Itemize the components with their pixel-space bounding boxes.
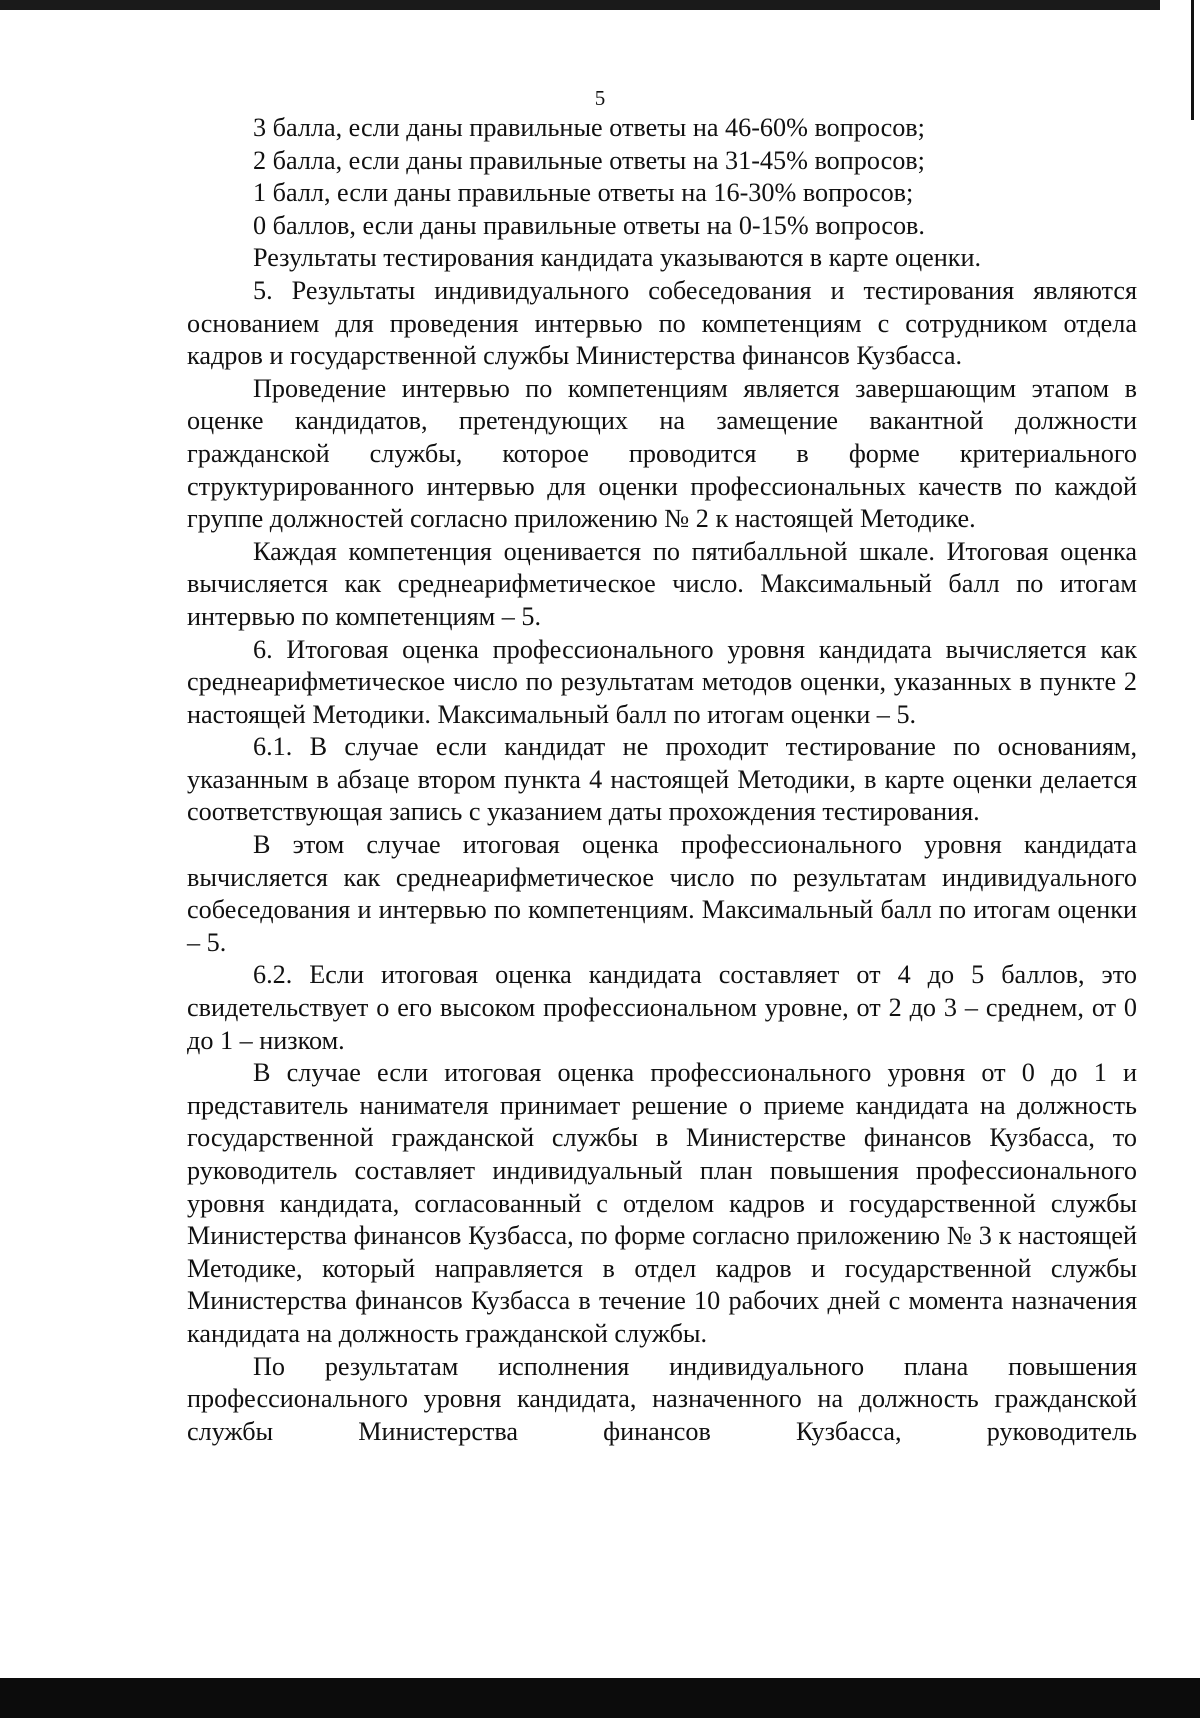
paragraph: 6. Итоговая оценка профессионального уровня кандидата вычисляется как среднеарифметическое число по результатам методов оценки, указанных в пункте 2 настоящей Методики. Максимальный балл по итогам оценки – 5. [187, 634, 1137, 729]
paragraph: В случае если итоговая оценка профессионального уровня от 0 до 1 и представитель нанимателя принимает решение о приеме кандидата на должность государственной гражданской службы в Министерстве финансов Кузбасса, то руководитель составляет индивидуальный план повышения профессионального уровня кандидата, согласованный с отделом кадров и государственной службы Министерства финансов Кузбасса, по форме согласно приложению № 3 к настоящей Методике, который направляется в отдел кадров и государственной службы Министерства финансов Кузбасса в течение 10 рабочих дней с момента назначения кандидата на должность гражданской службы. [187, 1058, 1137, 1348]
page-number: 5 [594, 86, 606, 110]
paragraph: 3 балла, если даны правильные ответы на 46-60% вопросов; [253, 113, 925, 142]
document-body [187, 112, 1137, 1448]
paragraph: В этом случае итоговая оценка профессионального уровня кандидата вычисляется как среднеарифметическое число по результатам индивидуального собеседования и интервью по компетенциям. Максимальный балл по итогам оценки – 5. [187, 830, 1137, 957]
paragraph: 5. Результаты индивидуального собеседования и тестирования являются основанием для проведения интервью по компетенциям с сотрудником отдела кадров и государственной службы Министерства финансов Кузбасса. [187, 275, 1137, 371]
paragraph: По результатам исполнения индивидуального плана повышения профессионального уровня кандидата, назначенного на должность гражданской службы Министерства финансов Кузбасса, руководитель [187, 1351, 1137, 1446]
paragraph: Проведение интервью по компетенциям является завершающим этапом в оценке кандидатов, претендующих на замещение вакантной должности гражданской службы, которое проводится в форме критериального структурированного интервью для оценки профессиональных качеств по каждой группе должностей согласно приложению № 2 к настоящей Методике. [187, 373, 1137, 534]
paragraph: 0 баллов, если даны правильные ответы на 0-15% вопросов. [253, 210, 925, 240]
paragraph: 6.1. В случае если кандидат не проходит тестирование по основаниям, указанным в абзаце втором пункта 4 настоящей Методики, в карте оценки делается соответствующая запись с указанием даты прохождения тестирования. [187, 732, 1137, 827]
paragraph: Каждая компетенция оценивается по пятибалльной шкале. Итоговая оценка вычисляется как среднеарифметическое число. Максимальный балл по итогам интервью по компетенциям – 5. [187, 536, 1137, 631]
paragraph: Результаты тестирования кандидата указываются в карте оценки. [253, 243, 982, 273]
scan-edge-top [0, 0, 1160, 10]
paragraph: 1 балл, если даны правильные ответы на 16-30% вопросов; [253, 178, 914, 208]
scan-edge-bottom [0, 1678, 1200, 1718]
paragraph: 2 балла, если даны правильные ответы на 31-45% вопросов; [253, 145, 925, 175]
paragraph: 6.2. Если итоговая оценка кандидата составляет от 4 до 5 баллов, это свидетельствует о его высоком профессиональном уровне, от 2 до 3 – среднем, от 0 до 1 – низком. [187, 960, 1137, 1055]
